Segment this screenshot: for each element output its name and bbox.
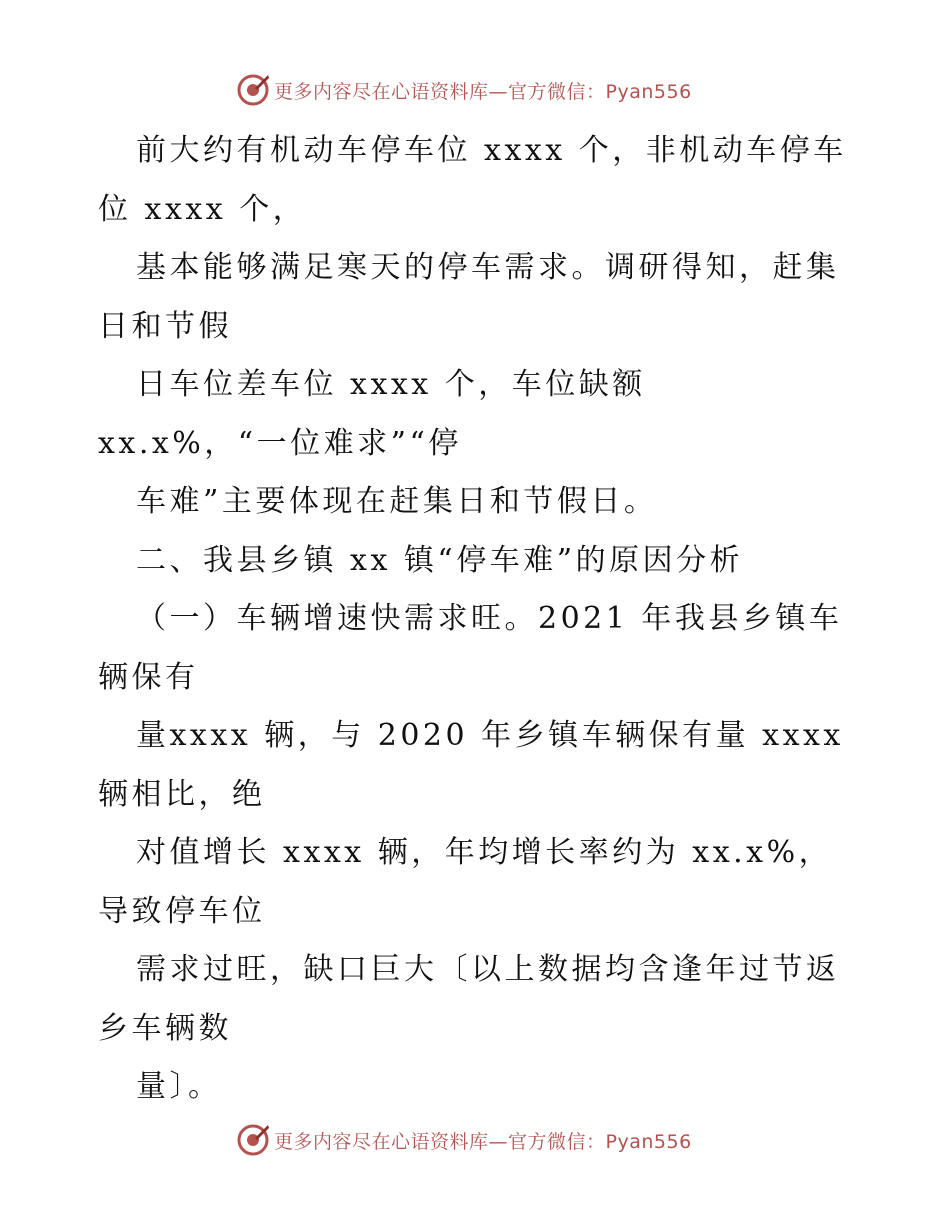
text-line: xx.x%，“一位难求”“停 bbox=[98, 425, 462, 461]
header-banner-text: 更多内容尽在心语资料库—官方微信：Pyan556 bbox=[274, 80, 692, 103]
section-heading: 二、我县乡镇 xx 镇“停车难”的原因分析 bbox=[136, 542, 744, 578]
text-line: 前大约有机动车停车位 xxxx 个，非机动车停车 bbox=[136, 133, 847, 168]
text-line: 量〕。 bbox=[136, 1069, 222, 1104]
text-line: 乡车辆数 bbox=[98, 1010, 232, 1046]
text-line: （一）车辆增速快需求旺。2021 年我县乡镇车 bbox=[136, 601, 843, 636]
text-line: 辆相比，绝 bbox=[98, 776, 266, 812]
text-line: 车难”主要体现在赶集日和节假日。 bbox=[136, 484, 658, 519]
text-line: 位 xxxx 个， bbox=[98, 191, 307, 227]
text-line: 对值增长 xxxx 辆，年均增长率约为 xx.x%， bbox=[136, 835, 833, 870]
pen-logo-icon bbox=[236, 1123, 270, 1157]
text-line: 日和节假 bbox=[98, 308, 232, 344]
document-body bbox=[98, 122, 858, 1117]
header-watermark bbox=[236, 72, 692, 108]
footer-banner-text: 更多内容尽在心语资料库—官方微信：Pyan556 bbox=[274, 1130, 692, 1153]
text-line: 日车位差车位 xxxx 个，车位缺额 bbox=[136, 367, 646, 402]
text-line: 导致停车位 bbox=[98, 893, 266, 929]
text-line: 辆保有 bbox=[98, 659, 199, 695]
footer-watermark bbox=[236, 1122, 692, 1158]
text-line: 量xxxx 辆，与 2020 年乡镇车辆保有量 xxxx bbox=[136, 718, 844, 753]
text-line: 需求过旺，缺口巨大〔以上数据均含逢年过节返 bbox=[136, 952, 840, 987]
pen-logo-icon bbox=[236, 73, 270, 107]
text-line: 基本能够满足寒天的停车需求。调研得知，赶集 bbox=[136, 250, 840, 285]
